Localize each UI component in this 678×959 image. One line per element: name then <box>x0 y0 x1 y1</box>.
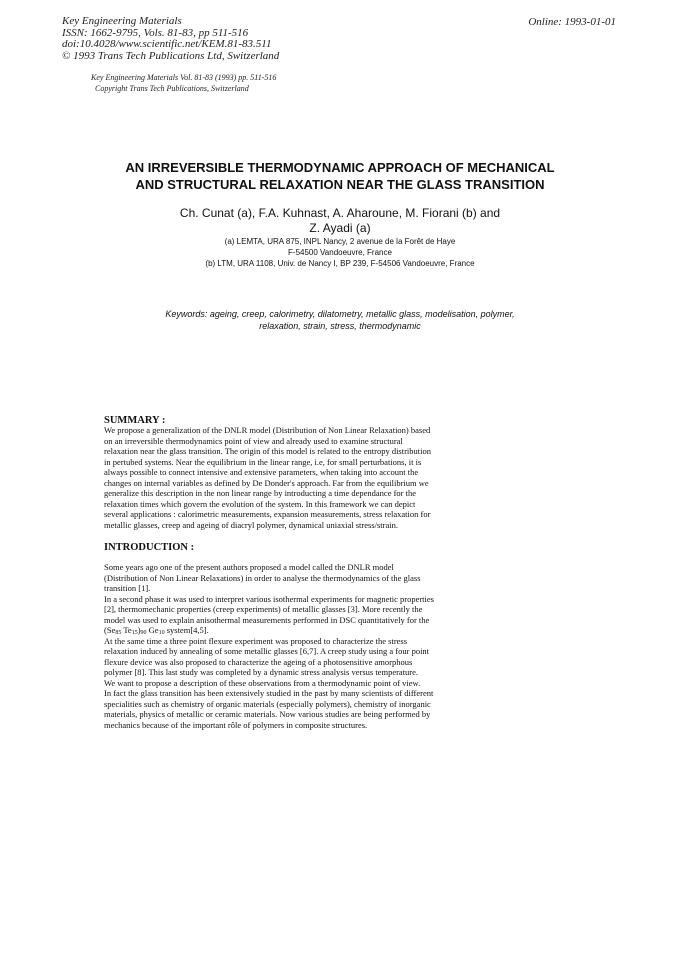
summary-line: changes on internal variables as defined by De Donder's approach. Far from the equilibrium we <box>104 477 429 488</box>
intro-line: materials, physics of metallic or ceramic materials. Now various studies are being performed by <box>104 709 431 719</box>
affiliations <box>90 236 590 269</box>
formula-open: (Se <box>104 625 116 635</box>
affiliation-b-line-1: (b) LTM, URA 1108, Univ. de Nancy I, BP 239, F-54506 Vandoeuvre, France <box>205 259 475 268</box>
intro-line: At the same time a three point flexure experiment was proposed to characterize the stress <box>104 635 408 646</box>
summary-line: generalize this description in the non linear range by introducting a time dependance for the <box>104 488 417 498</box>
intro-line: (Distribution of Non Linear Relaxations) in order to analyse the thermodynamics of the glass <box>104 572 421 583</box>
intro-line: Some years ago one of the present authors proposed a model called the DNLR model <box>104 562 394 572</box>
copyright-line: © 1993 Trans Tech Publications Ltd, Switzerland <box>62 49 280 62</box>
introduction-body <box>104 562 584 730</box>
stamp-line-1: Key Engineering Materials Vol. 81-83 (1993) pp. 511-516 <box>91 73 277 82</box>
summary-line: We propose a generalization of the DNLR model (Distribution of Non Linear Relaxation) based <box>104 425 431 435</box>
journal-name: Key Engineering Materials <box>62 15 182 27</box>
intro-line: polymer [8]. This last study was completed by a dynamic stress analysis versus temperature. <box>104 667 419 677</box>
formula-te: Te <box>121 625 132 635</box>
intro-line: We want to propose a description of these observations from a thermodynamic point of view. <box>104 677 421 688</box>
online-date: Online: 1993-01-01 <box>528 16 616 28</box>
summary-line: on an irreversible thermodynamics point of view and already used to examine structural <box>104 435 403 446</box>
summary-line: several applications : calorimetric measurements, expansion measurements, stress relaxation for <box>104 509 431 519</box>
formula-ge: Ge <box>146 625 159 635</box>
intro-line: mechanics because of the important rôle of polymers in composite structures. <box>104 719 368 730</box>
affiliation-a-line-2: F-54500 Vandoeuvre, France <box>288 248 392 257</box>
authors-line-2: Z. Ayadi (a) <box>309 221 371 235</box>
intro-line: flexure device was also proposed to characterize the ageing of a photosensitive amorphous <box>104 656 413 667</box>
summary-line: in pertubed systems. Near the equilibrium in the linear range, i.e, for small perturbations, it is <box>104 456 422 467</box>
affiliation-a-line-1: (a) LEMTA, URA 875, INPL Nancy, 2 avenue de la Forêt de Haye <box>224 237 456 246</box>
summary-line: metallic glasses, creep and ageing of diacryl polymer, dynamical uniaxial stress/strain. <box>104 519 398 530</box>
keywords-line-1: Keywords: ageing, creep, calorimetry, dilatometry, metallic glass, modelisation, polymer, <box>165 309 515 319</box>
publication-metadata <box>62 16 279 62</box>
summary-line: relaxation near the glass transition. The origin of this model is related to the entropy distribution <box>104 446 432 456</box>
paper-title <box>90 159 590 193</box>
intro-line: [2], thermomechanic properties (creep experiments) of metallic glasses [3]. More recently the <box>104 604 423 614</box>
summary-line: always possible to connect intensive and extensive parameters, when taking into account the <box>104 467 419 477</box>
formula-se-subscript: 85 <box>115 630 122 636</box>
introduction-heading: INTRODUCTION : <box>104 542 195 553</box>
title-line-1: AN IRREVERSIBLE THERMODYNAMIC APPROACH OF MECHANICAL <box>125 160 555 175</box>
publisher-stamp <box>91 73 276 94</box>
intro-line: relaxation induced by annealing of some metallic glasses [6,7]. A creep study using a four point <box>104 646 430 656</box>
formula-tail: system[4,5]. <box>164 625 209 635</box>
intro-formula-line <box>104 625 584 636</box>
intro-line: transition [1]. <box>104 583 151 593</box>
doi-line: doi:10.4028/www.scientific.net/KEM.81-83.511 <box>62 38 272 50</box>
keywords-line-2: relaxation, strain, stress, thermodynamic <box>259 321 421 331</box>
formula-ge-subscript: 10 <box>158 630 165 636</box>
authors-line-1: Ch. Cunat (a), F.A. Kuhnast, A. Aharoune, M. Fiorani (b) and <box>179 206 501 220</box>
formula-te-subscript: 15 <box>131 630 138 636</box>
title-line-2: AND STRUCTURAL RELAXATION NEAR THE GLASS TRANSITION <box>135 177 545 192</box>
formula-close: ) <box>137 625 141 635</box>
intro-line: In fact the glass transition has been extensively studied in the past by many scientists of different <box>104 688 434 698</box>
summary-line: relaxation times which govern the evolution of the system. In this framework we can depict <box>104 498 416 509</box>
summary-body <box>104 425 584 530</box>
issn-line: ISSN: 1662-9795, Vols. 81-83, pp 511-516 <box>62 26 249 39</box>
keywords <box>100 308 580 332</box>
stamp-line-2: Copyright Trans Tech Publications, Switzerland <box>95 83 249 93</box>
formula-paren-subscript: 90 <box>140 630 147 636</box>
intro-line: specialities such as chemistry of organic materials (especially polymers), chemistry of inorganic <box>104 698 431 709</box>
intro-line: In a second phase it was used to interpret various isothermal experiments for magnetic properties <box>104 593 434 604</box>
intro-line: model was used to explain anisothermal measurements performed in DSC quantitatively for the <box>104 614 430 625</box>
author-list <box>90 206 590 236</box>
summary-heading: SUMMARY : <box>104 415 166 426</box>
